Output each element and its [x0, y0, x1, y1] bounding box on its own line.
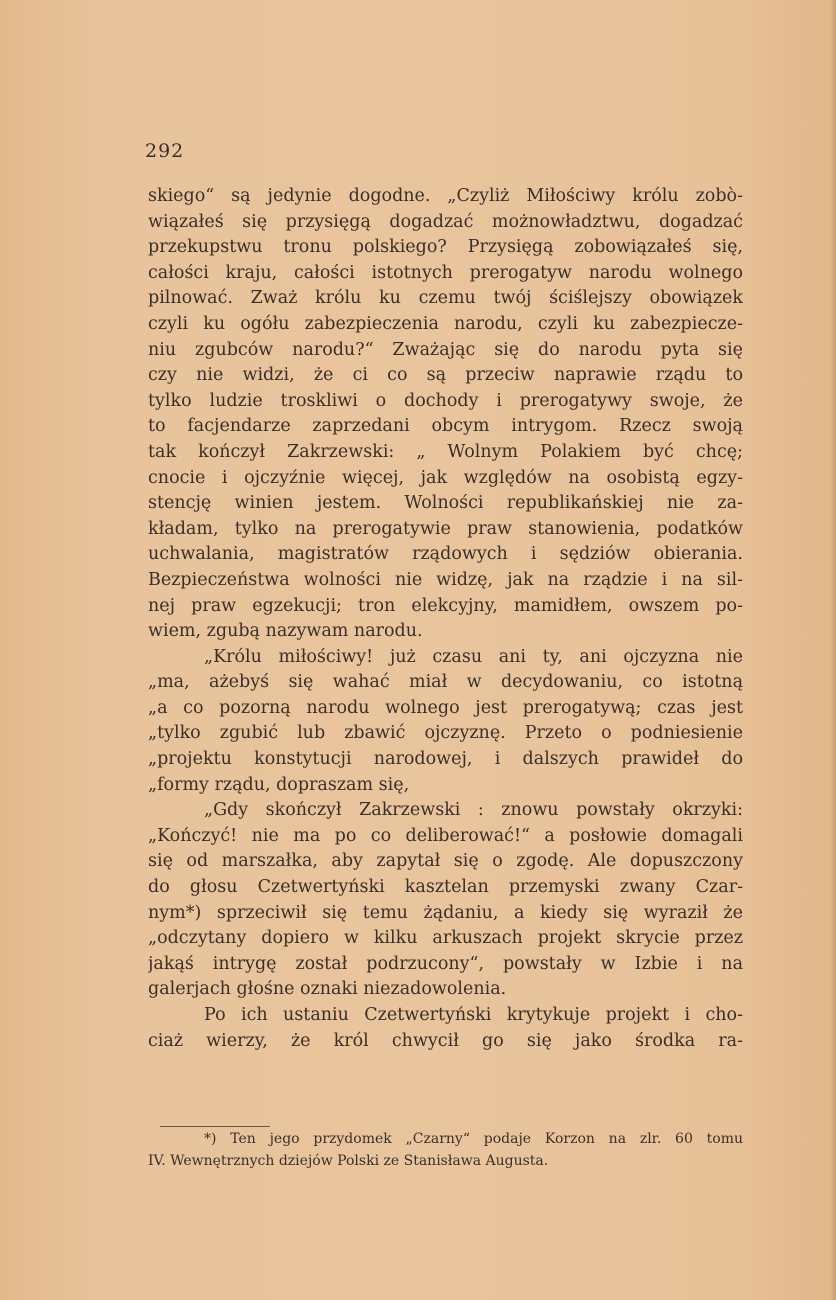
text-line: do głosu Czetwertyński kasztelan przemyski zwany Czar- [148, 877, 743, 898]
text-line: się od marszałka, aby zapytał się o zgodę. Ale dopuszczony [148, 851, 743, 872]
text-line: niu zgubców narodu?“ Zważając się do narodu pyta się [148, 339, 743, 360]
text-line: jakąś intrygę został podrzucony“, powstały w Izbie i na [148, 953, 743, 974]
text-line: „projektu konstytucji narodowej, i dalszych prawideł do [148, 749, 743, 770]
text-line: kładam, tylko na prerogatywie praw stanowienia, podatków [148, 518, 743, 539]
text-line: Po ich ustaniu Czetwertyński krytykuje projekt i cho- [204, 1005, 743, 1025]
text-line: Bezpieczeństwa wolności nie widzę, jak na rządzie i na sil- [148, 569, 743, 590]
text-line: wiem, zgubą nazywam narodu. [148, 621, 423, 642]
text-line: „formy rządu, dopraszam się, [148, 774, 410, 795]
text-line: „tylko zgubić lub zbawić ojczyznę. Przeto o podniesienie [148, 723, 743, 744]
text-line: czy nie widzi, że ci co są przeciw naprawie rządu to [148, 365, 743, 386]
footnote [148, 1128, 743, 1172]
text-line: „Kończyć! nie ma po co deliberować!“ a posłowie domagali [148, 825, 743, 846]
text-line: czyli ku ogółu zabezpieczenia narodu, czyli ku zabezpiecze- [148, 313, 743, 334]
text-line: całości kraju, całości istotnych prerogatyw narodu wolnego [148, 262, 743, 283]
text-line: uchwalania, magistratów rządowych i sędziów obierania. [148, 544, 743, 565]
text-line: „odczytany dopiero w kilku arkuszach projekt skrycie przez [148, 928, 743, 949]
text-line: ciaż wierzy, że król chwycił go się jako środka ra- [148, 1030, 743, 1051]
text-line: „Królu miłościwy! już czasu ani ty, ani ojczyzna nie [204, 646, 743, 667]
text-line: wiązałeś się przysięgą dogadzać możnowładztwu, dogadzać [148, 211, 743, 232]
footnote-line: *) Ten jego przydomek „Czarny“ podaje Korzon na zlr. 60 tomu [204, 1131, 743, 1147]
text-line: nej praw egzekucji; tron elekcyjny, mamidłem, owszem po- [148, 595, 743, 616]
footnote-line: IV. Wewnętrznych dziejów Polski ze Stanisława Augusta. [148, 1153, 549, 1169]
text-line: cnocie i ojczyźnie więcej, jak względów na osobistą egzy- [148, 467, 743, 488]
text-line: pilnować. Zważ królu ku czemu twój ściślejszy obowiązek [148, 288, 743, 309]
text-line: „Gdy skończył Zakrzewski : znowu powstały okrzyki: [204, 800, 743, 821]
text-line: galerjach głośne oznaki niezadowolenia. [148, 979, 507, 1000]
text-line: tylko ludzie troskliwi o dochody i prerogatywy swoje, że [148, 390, 743, 411]
page-number: 292 [145, 140, 185, 162]
text-line: „ma, ażebyś się wahać miał w decydowaniu, co istotną [148, 672, 743, 693]
text-line: to facjendarze zaprzedani obcym intrygom. Rzecz swoją [148, 416, 743, 437]
body-text [148, 184, 743, 1054]
text-line: „a co pozorną narodu wolnego jest prerogatywą; czas jest [148, 697, 743, 718]
text-line: stencję winien jestem. Wolności republikańskiej nie za- [148, 493, 743, 514]
text-line: przekupstwu tronu polskiego? Przysięgą zobowiązałeś się, [148, 237, 743, 258]
page-edge-shadow [830, 0, 836, 1300]
text-line: skiego“ są jedynie dogodne. „Czyliż Miłościwy królu zobò- [148, 186, 743, 206]
footnote-divider [160, 1126, 270, 1127]
text-line: nym*) sprzeciwił się temu żądaniu, a kiedy się wyraził że [148, 902, 743, 923]
text-line: tak kończył Zakrzewski: „ Wolnym Polakiem być chcę; [148, 441, 743, 462]
